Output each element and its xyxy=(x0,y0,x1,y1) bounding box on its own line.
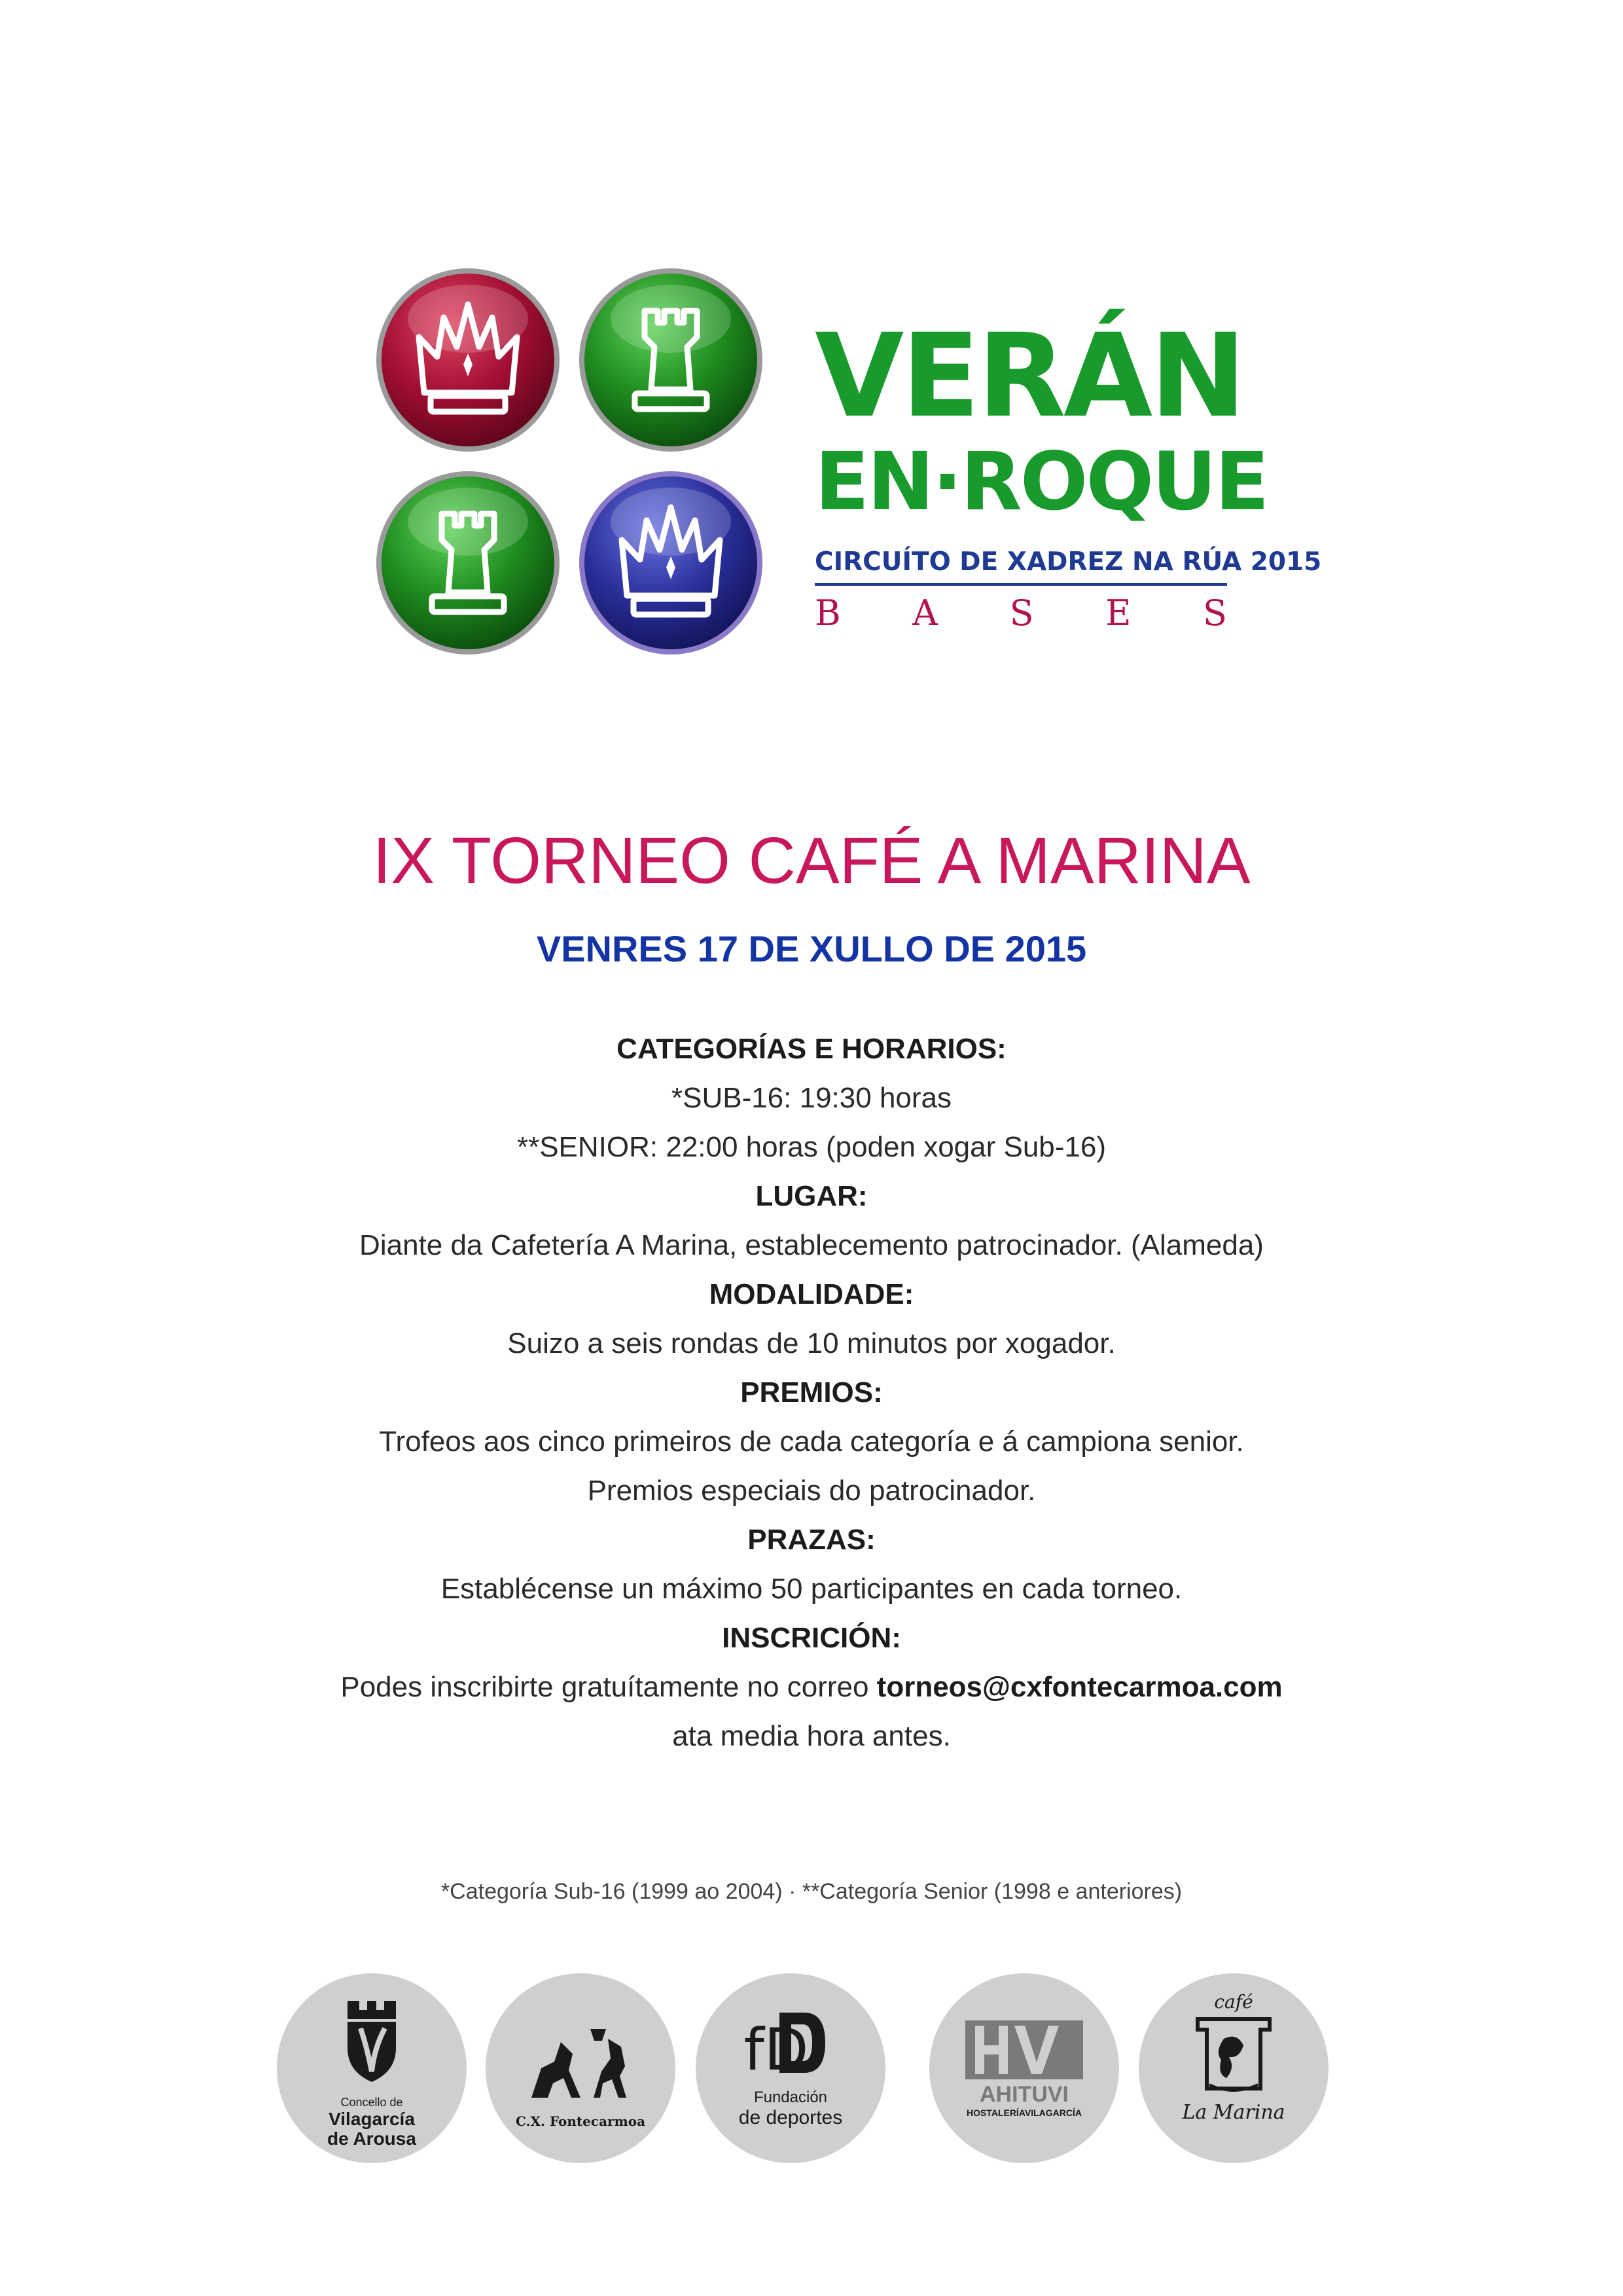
event-title: IX TORNEO CAFÉ A MARINA xyxy=(372,824,1251,897)
brand-bases: B A S E S xyxy=(815,592,1227,634)
crown-icon xyxy=(373,265,563,455)
event-date: VENRES 17 DE XULLO DE 2015 xyxy=(536,928,1087,969)
category-senior: **SENIOR: 22:00 horas (poden xogar Sub-16) xyxy=(516,1131,1107,1163)
ahituvi-logo: AHITUVI HOSTALERÍAVILAGARCÍA xyxy=(929,1973,1119,2163)
categories-heading: CATEGORÍAS E HORARIOS: xyxy=(616,1033,1007,1065)
registration-deadline: ata media hora antes. xyxy=(672,1720,951,1752)
category-footnote: *Categoría Sub-16 (1999 ao 2004) · **Categoría Senior (1998 e anteriores) xyxy=(440,1879,1183,1904)
brand-subtitle: CIRCUÍTO DE XADREZ NA RÚA 2015 xyxy=(815,547,1227,586)
place-text: Diante da Cafetería A Marina, establecemento patrocinador. (Alameda) xyxy=(359,1229,1264,1261)
fundacion-mark: fD xyxy=(743,2016,809,2083)
crown-icon xyxy=(576,468,766,658)
brand-wordmark xyxy=(815,309,1322,634)
cafe-la-marina-logo: café La Marina xyxy=(1139,1973,1329,2163)
mode-text: Suizo a seis rondas de 10 minutos por xogador. xyxy=(507,1327,1116,1359)
event-details xyxy=(0,1024,1623,1761)
spots-text: Establécense un máximo 50 participantes en cada torneo. xyxy=(440,1573,1183,1605)
event-logo xyxy=(373,265,772,664)
rook-icon xyxy=(576,265,766,455)
prizes-text-1: Trofeos aos cinco primeiros de cada categoría e á campiona senior. xyxy=(379,1426,1244,1458)
sponsor-logos xyxy=(0,1973,1623,2170)
registration-text: Podes inscribirte gratuítamente no correo torneos@cxfontecarmoa.com xyxy=(340,1671,1283,1703)
registration-heading: INSCRICIÓN: xyxy=(722,1622,901,1654)
brand-title-2: EN·ROQUE xyxy=(815,435,1268,528)
registration-email-link[interactable]: torneos@cxfontecarmoa.com xyxy=(876,1671,1283,1703)
rook-icon xyxy=(373,468,563,658)
prizes-heading: PREMIOS: xyxy=(740,1376,883,1408)
category-sub16: *SUB-16: 19:30 horas xyxy=(671,1082,952,1114)
concello-logo: Concello de Vilagarcía de Arousa xyxy=(277,1973,467,2163)
club-logo: C.X. Fontecarmoa xyxy=(486,1973,675,2163)
place-heading: LUGAR: xyxy=(755,1180,868,1212)
spots-heading: PRAZAS: xyxy=(747,1524,876,1556)
brand-title: VERÁN xyxy=(815,309,1244,443)
mode-heading: MODALIDADE: xyxy=(709,1278,914,1310)
prizes-text-2: Premios especiais do patrocinador. xyxy=(587,1475,1036,1507)
fundacion-logo: fD Fundación de deportes xyxy=(696,1973,885,2163)
